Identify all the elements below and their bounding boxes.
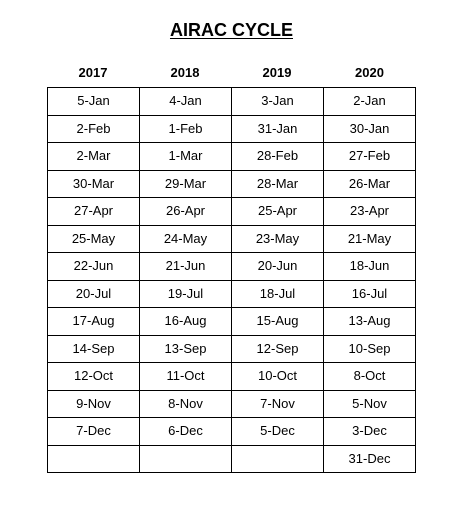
table-cell: 14-Sep xyxy=(48,335,140,363)
table-cell: 16-Aug xyxy=(140,308,232,336)
table-cell: 28-Feb xyxy=(232,143,324,171)
table-cell: 6-Dec xyxy=(140,418,232,446)
table-row xyxy=(48,198,416,226)
column-header-2018: 2018 xyxy=(170,65,200,80)
table-cell: 8-Nov xyxy=(140,390,232,418)
column-header-2017: 2017 xyxy=(78,65,108,80)
table-cell: 3-Jan xyxy=(232,88,324,116)
table-cell: 13-Sep xyxy=(140,335,232,363)
table-cell: 29-Mar xyxy=(140,170,232,198)
table-cell: 26-Mar xyxy=(324,170,416,198)
table-cell: 3-Dec xyxy=(324,418,416,446)
table-cell: 30-Jan xyxy=(324,115,416,143)
table-row xyxy=(48,88,416,116)
table-row xyxy=(48,143,416,171)
table-row xyxy=(48,445,416,473)
table-cell: 30-Mar xyxy=(48,170,140,198)
table-row xyxy=(48,225,416,253)
table-cell: 5-Nov xyxy=(324,390,416,418)
table-cell: 2-Mar xyxy=(48,143,140,171)
table-cell xyxy=(232,445,324,473)
table-cell xyxy=(48,445,140,473)
table-cell: 12-Oct xyxy=(48,363,140,391)
table-row xyxy=(48,308,416,336)
table-row xyxy=(48,115,416,143)
table-cell: 25-Apr xyxy=(232,198,324,226)
table-cell: 31-Dec xyxy=(324,445,416,473)
table-cell: 26-Apr xyxy=(140,198,232,226)
table-cell: 7-Dec xyxy=(48,418,140,446)
table-cell: 20-Jul xyxy=(48,280,140,308)
page-title: AIRAC CYCLE xyxy=(169,20,293,40)
table-cell: 19-Jul xyxy=(140,280,232,308)
table-row xyxy=(48,253,416,281)
table-cell: 22-Jun xyxy=(48,253,140,281)
table-cell: 2-Jan xyxy=(324,88,416,116)
table-cell: 27-Feb xyxy=(324,143,416,171)
table-row xyxy=(48,335,416,363)
table-cell: 20-Jun xyxy=(232,253,324,281)
table-cell: 23-Apr xyxy=(324,198,416,226)
table-cell: 1-Mar xyxy=(140,143,232,171)
table-cell: 18-Jun xyxy=(324,253,416,281)
table-cell: 31-Jan xyxy=(232,115,324,143)
table-cell: 12-Sep xyxy=(232,335,324,363)
table-cell xyxy=(140,445,232,473)
table-cell: 21-May xyxy=(324,225,416,253)
table-cell: 11-Oct xyxy=(140,363,232,391)
table-cell: 8-Oct xyxy=(324,363,416,391)
table-row xyxy=(48,363,416,391)
airac-table xyxy=(47,87,416,473)
table-cell: 16-Jul xyxy=(324,280,416,308)
table-cell: 24-May xyxy=(140,225,232,253)
table-cell: 15-Aug xyxy=(232,308,324,336)
table-row xyxy=(48,390,416,418)
table-cell: 13-Aug xyxy=(324,308,416,336)
table-cell: 18-Jul xyxy=(232,280,324,308)
column-header-2019: 2019 xyxy=(262,65,292,80)
table-cell: 10-Sep xyxy=(324,335,416,363)
table-cell: 25-May xyxy=(48,225,140,253)
table-cell: 7-Nov xyxy=(232,390,324,418)
table-row xyxy=(48,170,416,198)
table-cell: 21-Jun xyxy=(140,253,232,281)
table-cell: 27-Apr xyxy=(48,198,140,226)
table-cell: 1-Feb xyxy=(140,115,232,143)
table-cell: 10-Oct xyxy=(232,363,324,391)
table-cell: 5-Dec xyxy=(232,418,324,446)
table-cell: 28-Mar xyxy=(232,170,324,198)
table-cell: 17-Aug xyxy=(48,308,140,336)
table-row xyxy=(48,418,416,446)
table-cell: 23-May xyxy=(232,225,324,253)
table-cell: 5-Jan xyxy=(48,88,140,116)
table-cell: 2-Feb xyxy=(48,115,140,143)
table-cell: 4-Jan xyxy=(140,88,232,116)
table-row xyxy=(48,280,416,308)
column-header-2020: 2020 xyxy=(355,65,384,80)
table-cell: 9-Nov xyxy=(48,390,140,418)
